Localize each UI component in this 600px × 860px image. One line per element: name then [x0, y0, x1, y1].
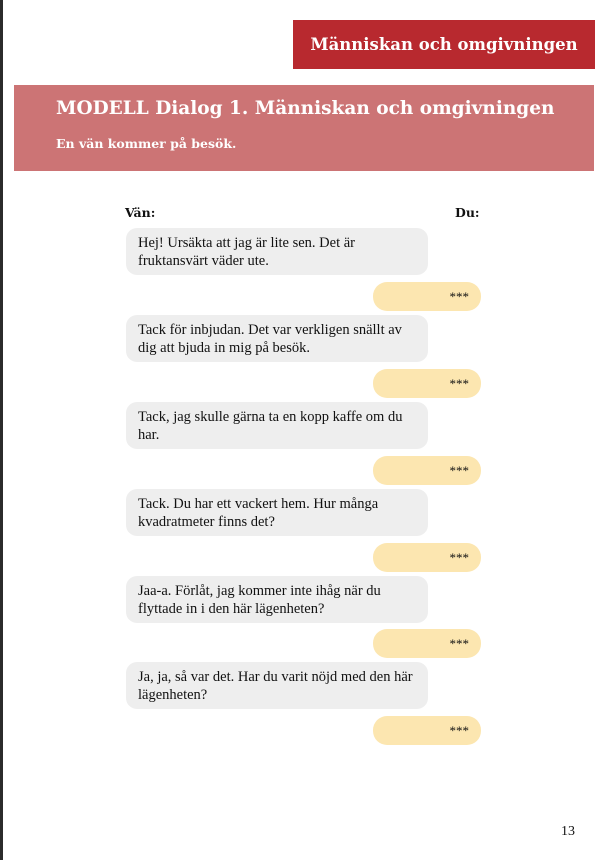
friend-bubble: Tack. Du har ett vackert hem. Hur många kvadratmeter finns det? — [126, 489, 428, 536]
you-bubble-text: *** — [449, 722, 469, 738]
friend-bubble: Tack, jag skulle gärna ta en kopp kaffe om du har. — [126, 402, 428, 449]
you-bubble — [373, 369, 481, 398]
you-bubble-text: *** — [449, 549, 469, 565]
you-bubble-text: *** — [449, 375, 469, 391]
you-bubble — [373, 629, 481, 658]
chapter-tab-label: Människan och omgivningen — [310, 35, 578, 54]
friend-bubble: Ja, ja, så var det. Har du varit nöjd med den här lägenheten? — [126, 662, 428, 709]
page-left-edge — [0, 0, 3, 860]
you-bubble-text: *** — [449, 635, 469, 651]
you-bubble — [373, 282, 481, 311]
section-banner — [14, 85, 594, 171]
page-number: 13 — [561, 824, 575, 839]
you-bubble — [373, 716, 481, 745]
speaker-you-label: Du: — [455, 205, 480, 220]
you-bubble — [373, 456, 481, 485]
speaker-friend-label: Vän: — [125, 205, 156, 220]
banner-subtitle: En vän kommer på besök. — [56, 136, 237, 151]
you-bubble-text: *** — [449, 288, 469, 304]
friend-bubble: Hej! Ursäkta att jag är lite sen. Det är fruktansvärt väder ute. — [126, 228, 428, 275]
friend-bubble: Tack för inbjudan. Det var verkligen snällt av dig att bjuda in mig på besök. — [126, 315, 428, 362]
chapter-tab — [293, 20, 595, 69]
you-bubble-text: *** — [449, 462, 469, 478]
you-bubble — [373, 543, 481, 572]
banner-title: MODELL Dialog 1. Människan och omgivningen — [56, 98, 555, 119]
friend-bubble: Jaa-a. Förlåt, jag kommer inte ihåg när du flyttade in i den här lägenheten? — [126, 576, 428, 623]
